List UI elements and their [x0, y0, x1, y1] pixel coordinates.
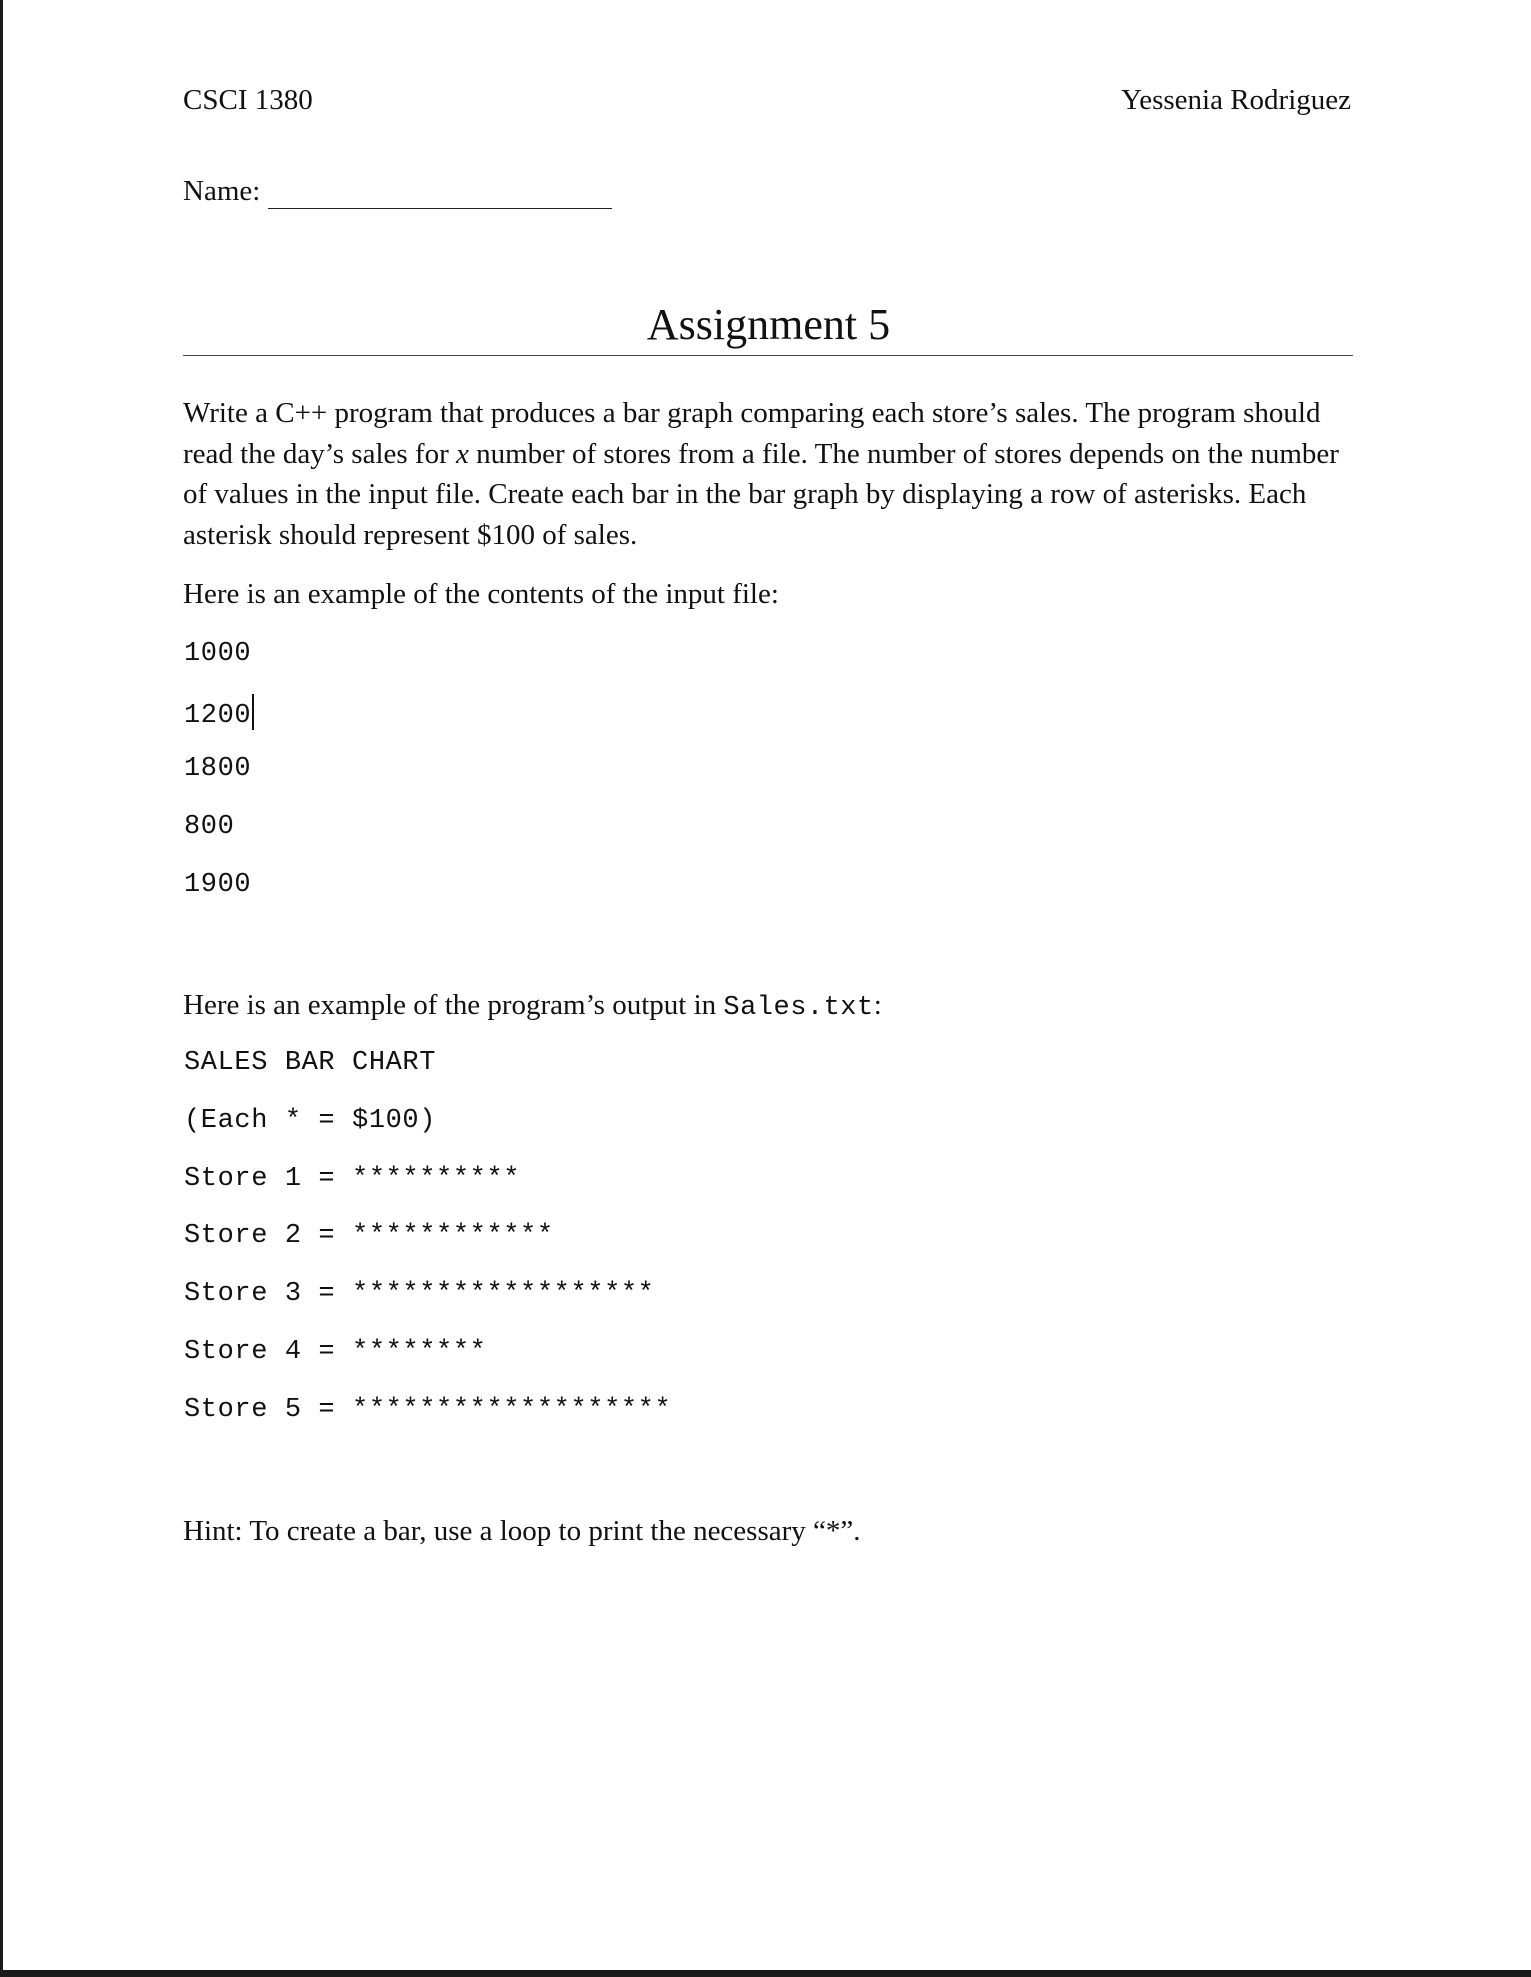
name-field-row [183, 173, 612, 209]
assignment-description [183, 393, 1358, 555]
input-value: 800 [184, 812, 235, 842]
author-name: Yessenia Rodriguez [1121, 84, 1351, 116]
output-filename: Sales.txt [723, 993, 874, 1023]
output-chart-title: SALES BAR CHART [184, 1048, 437, 1078]
text-cursor [252, 694, 254, 730]
title-rule [183, 355, 1353, 356]
hint-text: Hint: To create a bar, use a loop to print the necessary “*”. [183, 1515, 861, 1547]
output-store-bar: Store 5 = ******************* [184, 1395, 672, 1425]
assignment-title: Assignment 5 [646, 300, 891, 349]
output-chart-legend: (Each * = $100) [184, 1106, 437, 1136]
output-store-bar: Store 1 = ********** [184, 1164, 521, 1194]
input-value: 1900 [184, 870, 252, 900]
description-part-2: number of stores from a file. The number of stores depends on the number of values in the input file. Create each bar in the bar graph by displaying a row of asterisks. Each asterisk should represent $100 of sales. [183, 437, 1339, 551]
input-value-with-cursor [184, 694, 254, 734]
output-intro-text: Here is an example of the program’s output in [183, 989, 724, 1021]
name-label: Name: [183, 175, 261, 207]
output-store-bar: Store 3 = ****************** [184, 1279, 655, 1309]
output-intro-end: : [873, 989, 882, 1021]
input-value: 1200 [184, 701, 252, 731]
course-code: CSCI 1380 [183, 84, 313, 116]
output-store-bar: Store 4 = ******** [184, 1337, 487, 1367]
output-store-bar: Store 2 = ************ [184, 1221, 554, 1251]
description-variable: x [455, 437, 469, 470]
name-blank-line [268, 178, 612, 209]
input-value: 1000 [184, 639, 252, 669]
description-part-1: Write a C++ program that produces a bar graph comparing each store’s sales. The program should read the day’s sales for [183, 397, 1321, 470]
output-intro [183, 985, 882, 1028]
input-file-intro: Here is an example of the contents of the input file: [183, 578, 779, 610]
input-value: 1800 [184, 754, 252, 784]
